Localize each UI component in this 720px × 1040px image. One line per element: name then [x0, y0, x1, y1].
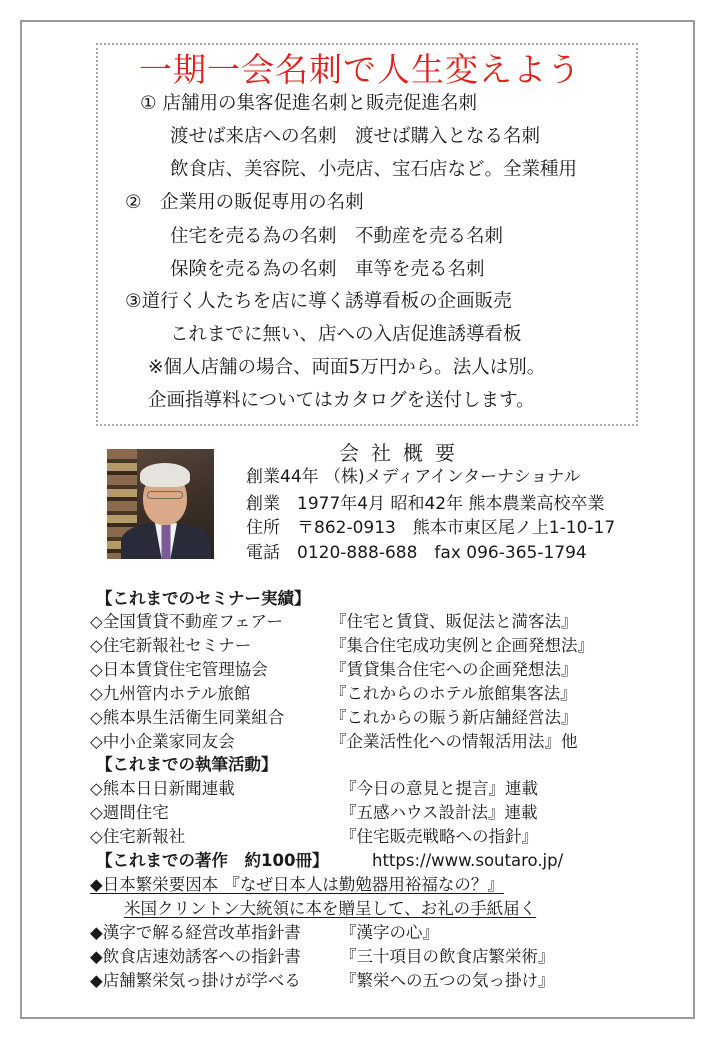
writing-heading: 【これまでの執筆活動】 — [96, 755, 278, 774]
writing-title: 『五感ハウス設計法』連載 — [340, 803, 538, 822]
promo-line: 飲食店、美容院、小売店、宝石店など。全業種用 — [170, 159, 578, 180]
company-title: 会社概要 — [339, 441, 467, 465]
website-link[interactable]: https://www.soutaro.jp/ — [372, 851, 564, 870]
promo-line: ※個人店舗の場合、両面5万円から。法人は別。 — [148, 357, 546, 378]
portrait-photo — [107, 449, 214, 559]
book-title: 『繁栄への五つの気っ掛け』 — [340, 971, 555, 990]
writing-title: 『住宅販売戦略への指針』 — [340, 827, 538, 846]
book-title: 『三十項目の飲食店繁栄術』 — [340, 947, 555, 966]
writing-org: ◇週間住宅 — [90, 803, 169, 822]
book-desc: ◆店舗繁栄気っ掛けが学べる — [90, 971, 301, 990]
promo-line: 渡せば来店への名刺 渡せば購入となる名刺 — [170, 126, 541, 147]
writing-org: ◇熊本日日新聞連載 — [90, 779, 235, 798]
hair — [140, 463, 190, 487]
company-line: 住所 〒862-0913 熊本市東区尾ノ上1-10-17 — [246, 518, 616, 538]
company-line: 電話 0120-888-688 fax 096-365-1794 — [246, 543, 587, 563]
seminar-title: 『賃貸集合住宅への企画発想法』 — [330, 660, 578, 679]
promo-line: 保険を売る為の名刺 車等を売る名刺 — [170, 259, 485, 280]
seminars-heading: 【これまでのセミナー実績】 — [96, 589, 311, 608]
writing-org: ◇住宅新報社 — [90, 827, 186, 846]
headline: 一期一会名刺で人生変えよう — [139, 50, 581, 89]
writing-title: 『今日の意見と提言』連載 — [340, 779, 538, 798]
featured-book-note: 米国クリントン大統領に本を贈呈して、お礼の手紙届く — [124, 899, 537, 918]
promo-line: 企画指導料についてはカタログを送付します。 — [148, 390, 535, 411]
seminar-title: 『これからのホテル旅館集客法』 — [330, 684, 577, 703]
book-desc: ◆漢字で解る経営改革指針書 — [90, 923, 301, 942]
seminar-org: ◇日本賃貸住宅管理協会 — [90, 660, 268, 679]
company-line: 創業 1977年4月 昭和42年 熊本農業高校卒業 — [246, 494, 605, 514]
seminar-title: 『これからの賑う新店舗経営法』 — [330, 708, 578, 727]
seminar-org: ◇全国賃貸不動産フェアー — [90, 612, 283, 631]
featured-book: ◆日本繁栄要因本 『なぜ日本人は勤勉器用裕福なの？』 — [90, 875, 504, 894]
seminar-org: ◇住宅新報社セミナー — [90, 636, 252, 655]
company-line: 創業44年 （株)メディアインターナショナル — [246, 467, 581, 487]
book-title: 『漢字の心』 — [340, 923, 439, 942]
promo-line: ① 店舗用の集客促進名刺と販売促進名刺 — [140, 93, 477, 114]
seminar-org: ◇熊本県生活衛生同業組合 — [90, 708, 285, 727]
promo-line: ③道行く人たちを店に導く誘導看板の企画販売 — [125, 291, 512, 312]
promo-line: 住宅を売る為の名刺 不動産を売る名刺 — [170, 226, 504, 247]
seminar-title: 『集合住宅成功実例と企画発想法』 — [330, 636, 594, 655]
promo-line: ② 企業用の販促専用の名刺 — [125, 192, 364, 213]
seminar-title: 『企業活性化への情報活用法』他 — [330, 732, 578, 751]
seminar-title: 『住宅と賃貸、販促法と満客法』 — [330, 612, 578, 631]
books-heading: 【これまでの著作 約100冊】 — [96, 851, 329, 870]
promo-line: これまでに無い、店への入店促進誘導看板 — [170, 324, 522, 345]
book-desc: ◆飲食店速効誘客への指針書 — [90, 947, 301, 966]
glasses — [147, 491, 183, 499]
seminar-org: ◇中小企業家同友会 — [90, 732, 235, 751]
seminar-org: ◇九州管内ホテル旅館 — [90, 684, 251, 703]
